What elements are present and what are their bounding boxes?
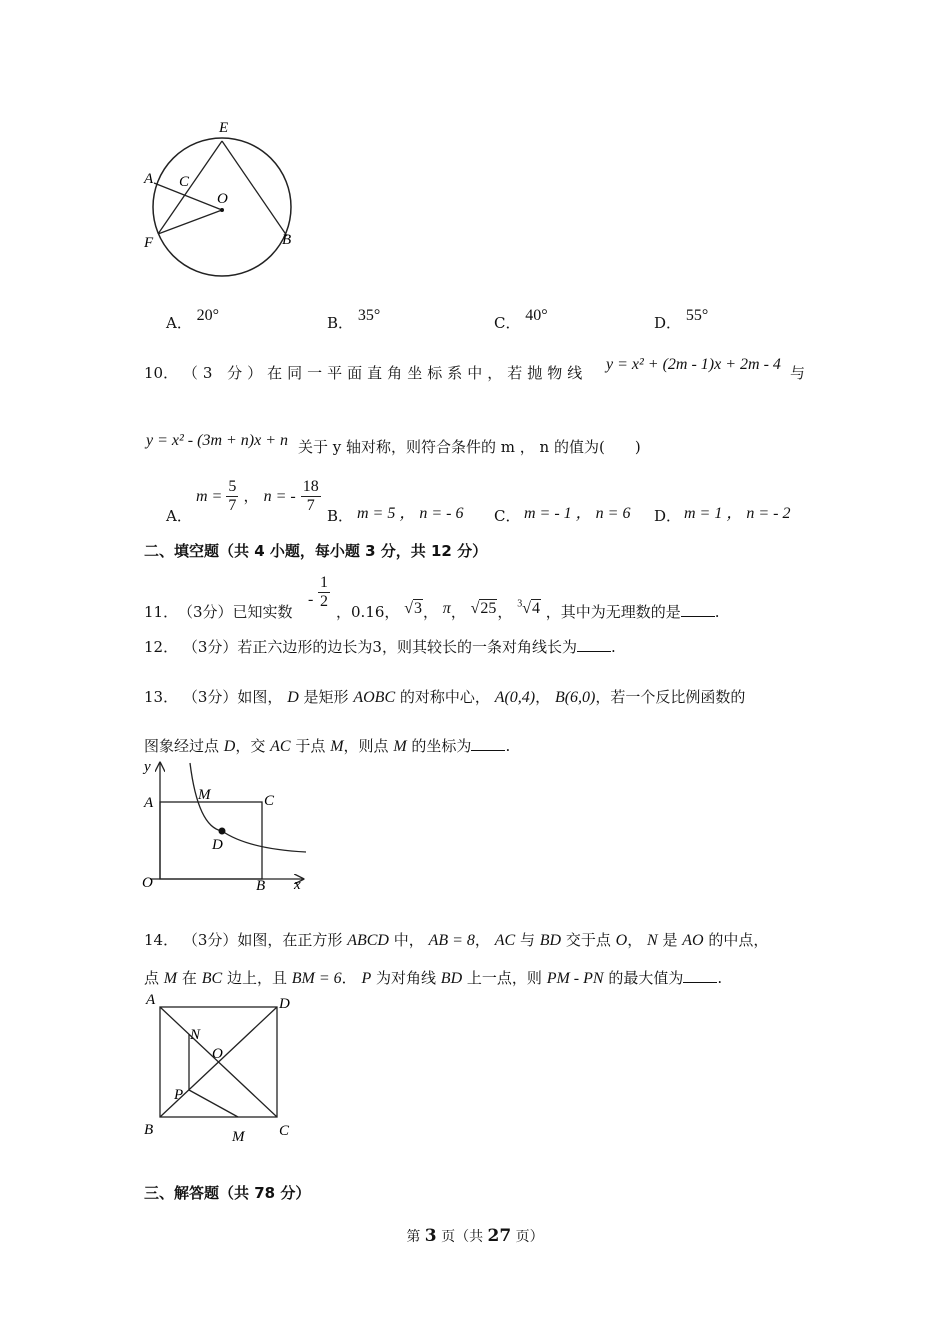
question-text: ，其中为无理数的是 bbox=[545, 603, 681, 621]
q10-option-c-letter: C． bbox=[494, 507, 521, 525]
math-expr: BM = 6 bbox=[291, 970, 342, 987]
question-text: ， bbox=[474, 931, 490, 949]
question-text: 与 bbox=[519, 931, 535, 949]
rectangle-AOBC bbox=[160, 802, 262, 879]
label-B: B bbox=[282, 232, 292, 248]
answer-blank[interactable] bbox=[471, 736, 505, 751]
question-number: 13． bbox=[144, 688, 179, 706]
math-var: AO bbox=[682, 932, 704, 949]
label-A: A bbox=[144, 795, 154, 811]
math-var: AC bbox=[270, 738, 291, 755]
question-number: 14． bbox=[144, 931, 179, 949]
math-point: A(0,4) bbox=[494, 689, 536, 706]
item-sqrt3: √3 bbox=[404, 600, 422, 617]
page-footer bbox=[0, 1226, 950, 1246]
q11-neg: - bbox=[308, 591, 314, 608]
separator: ， bbox=[243, 487, 259, 505]
q11-list: ，0.16， √3， π， √25， $^3$√4 ，其中为无理数的是 . bbox=[336, 598, 720, 621]
math-var: AOBC bbox=[353, 689, 396, 706]
current-page: 3 bbox=[424, 1226, 437, 1246]
numerator: 1 bbox=[320, 574, 328, 591]
math-var: ABCD bbox=[347, 932, 389, 949]
question-text: 中， bbox=[393, 931, 424, 949]
answer-blank[interactable] bbox=[683, 968, 717, 983]
option-value: 40° bbox=[525, 307, 548, 324]
label-F: F bbox=[144, 235, 154, 251]
question-text: 点 bbox=[144, 969, 160, 987]
label-O: O bbox=[217, 191, 228, 207]
math-expr: PM - PN bbox=[546, 970, 604, 987]
m-label: m = bbox=[196, 488, 227, 505]
period: . bbox=[610, 638, 616, 656]
n-label: n = - bbox=[263, 488, 296, 505]
q10-option-d-value: m = 1 ， n = - 2 bbox=[684, 505, 791, 522]
radicand: 4 bbox=[531, 600, 540, 617]
label-C: C bbox=[179, 174, 190, 190]
q10-option-a-letter: A． bbox=[166, 507, 192, 525]
label-M: M bbox=[232, 1129, 245, 1145]
q10-option-d-letter: D． bbox=[654, 507, 682, 525]
period: . bbox=[505, 737, 511, 755]
label-D: D bbox=[212, 837, 223, 853]
option-value: 55° bbox=[685, 307, 709, 324]
fraction bbox=[301, 478, 321, 515]
question-text: 是矩形 bbox=[303, 688, 349, 706]
q13-line1 bbox=[144, 686, 745, 707]
label-C: C bbox=[264, 793, 275, 809]
q9-option-b bbox=[327, 307, 381, 333]
segment-PM bbox=[189, 1090, 238, 1117]
label-y: y bbox=[144, 759, 151, 775]
item-decimal: 0.16 bbox=[351, 603, 385, 621]
math-var: N bbox=[647, 932, 658, 949]
math-point: B(6,0) bbox=[554, 689, 596, 706]
period: . bbox=[714, 603, 720, 621]
item-cbrt4: $^3$√4 bbox=[517, 598, 540, 617]
q10-option-b-value: m = 5 ， n = - 6 bbox=[357, 505, 464, 522]
footer-text: 第 bbox=[406, 1229, 425, 1245]
math-var: BD bbox=[440, 970, 463, 987]
footer-text: 页（共 bbox=[436, 1229, 488, 1245]
segment-FO bbox=[158, 210, 222, 234]
q10-option-b-letter: B． bbox=[327, 507, 354, 525]
rectangle-hyperbola-figure bbox=[138, 757, 313, 897]
label-N: N bbox=[190, 1027, 201, 1043]
point-D bbox=[219, 828, 226, 835]
option-letter: C． bbox=[494, 314, 521, 332]
question-text: 的中点， bbox=[708, 931, 769, 949]
q10-option-c-value: m = - 1 ， n = 6 bbox=[524, 505, 631, 522]
label-E: E bbox=[219, 120, 229, 136]
option-letter: A． bbox=[166, 314, 192, 332]
answer-blank[interactable] bbox=[681, 602, 715, 617]
label-A: A bbox=[144, 171, 154, 187]
q11-prefix: （3分）已知实数 bbox=[178, 603, 293, 621]
label-B: B bbox=[144, 1122, 154, 1138]
q10-parabola1: y = x² + (2m - 1)x + 2m - 4 bbox=[606, 356, 781, 373]
q9-option-d bbox=[654, 307, 709, 333]
denominator: 7 bbox=[228, 497, 237, 514]
q10-option-a-value bbox=[196, 478, 321, 515]
q13-line2 bbox=[144, 735, 510, 756]
math-var: O bbox=[615, 932, 628, 949]
radicand: 3 bbox=[414, 600, 422, 617]
math-expr: AB = 8 bbox=[428, 932, 475, 949]
q9-option-a bbox=[166, 307, 220, 333]
q12 bbox=[144, 636, 616, 657]
math-var: D bbox=[223, 738, 236, 755]
option-letter: D． bbox=[654, 314, 682, 332]
question-text: 在 bbox=[181, 969, 197, 987]
circle-figure bbox=[138, 112, 308, 287]
label-O: O bbox=[212, 1046, 223, 1062]
item-pi: π bbox=[442, 600, 451, 617]
separator: ， bbox=[535, 688, 551, 706]
question-text: 边上，且 bbox=[226, 969, 287, 987]
question-text: 图象经过点 bbox=[144, 737, 220, 755]
label-x: x bbox=[294, 877, 301, 893]
question-text: （3 分）在同一平面直角坐标系中，若抛物线 bbox=[182, 364, 588, 382]
label-C: C bbox=[279, 1123, 290, 1139]
question-text: ， bbox=[627, 931, 643, 949]
segment-EB bbox=[222, 141, 287, 236]
label-D: D bbox=[279, 996, 290, 1012]
q11-number: 11． bbox=[144, 603, 179, 621]
numerator: 18 bbox=[302, 478, 319, 495]
math-var: D bbox=[287, 689, 299, 706]
denominator: 7 bbox=[306, 497, 315, 514]
square-figure bbox=[138, 990, 298, 1145]
question-text: （3分）如图， bbox=[182, 688, 283, 706]
question-text: ，若一个反比例函数的 bbox=[595, 688, 746, 706]
question-text: 的对称中心， bbox=[399, 688, 490, 706]
q14-line2 bbox=[144, 967, 722, 988]
label-A: A bbox=[146, 992, 156, 1008]
q10-line2-text: 关于 y 轴对称，则符合条件的 m ， n 的值为( ) bbox=[298, 438, 641, 456]
option-letter: B． bbox=[327, 314, 354, 332]
q10-connector: 与 bbox=[790, 364, 806, 382]
label-M: M bbox=[198, 787, 211, 803]
question-text: 为对角线 bbox=[376, 969, 437, 987]
section-heading-fill-in: 二、填空题（共 4 小题，每小题 3 分，共 12 分） bbox=[144, 542, 488, 560]
label-P: P bbox=[174, 1087, 184, 1103]
hyperbola-curve bbox=[190, 763, 306, 852]
question-text: ，则点 bbox=[343, 737, 389, 755]
question-text: 交于点 bbox=[565, 931, 611, 949]
option-value: 35° bbox=[357, 307, 381, 324]
option-value: 20° bbox=[196, 307, 220, 324]
footer-text: 页） bbox=[511, 1229, 544, 1245]
math-var: BC bbox=[201, 970, 223, 987]
question-text: 的最大值为 bbox=[608, 969, 684, 987]
question-text: 的坐标为 bbox=[411, 737, 472, 755]
question-text: ． bbox=[341, 969, 357, 987]
answer-blank[interactable] bbox=[577, 637, 611, 652]
period: . bbox=[717, 969, 723, 987]
total-pages: 27 bbox=[487, 1226, 512, 1246]
question-text: 上一点，则 bbox=[466, 969, 542, 987]
q11-fraction bbox=[318, 574, 330, 611]
q14-line1 bbox=[144, 929, 768, 950]
segment-EF bbox=[158, 141, 222, 234]
math-var: BD bbox=[539, 932, 562, 949]
question-text: （3分）若正六边形的边长为3，则其较长的一条对角线长为 bbox=[182, 638, 577, 656]
question-text: 是 bbox=[662, 931, 678, 949]
question-text: 于点 bbox=[295, 737, 326, 755]
q9-option-c bbox=[494, 307, 548, 333]
section-heading-solutions: 三、解答题（共 78 分） bbox=[144, 1184, 311, 1202]
question-number: 12． bbox=[144, 638, 179, 656]
item-sqrt25: √25 bbox=[470, 600, 497, 617]
radicand: 25 bbox=[480, 600, 497, 617]
label-O: O bbox=[142, 875, 153, 891]
math-var: M bbox=[163, 970, 178, 987]
question-number: 10． bbox=[144, 364, 179, 382]
denominator: 2 bbox=[320, 593, 328, 610]
numerator: 5 bbox=[228, 478, 237, 495]
question-text: （3分）如图，在正方形 bbox=[182, 931, 343, 949]
q10-parabola2: y = x² - (3m + n)x + n bbox=[146, 432, 289, 449]
math-var: M bbox=[393, 738, 407, 755]
q10-line1 bbox=[144, 362, 587, 383]
root-index: 3 bbox=[517, 598, 523, 610]
center-dot bbox=[220, 208, 224, 212]
question-text: ，交 bbox=[235, 737, 266, 755]
math-var: P bbox=[361, 970, 372, 987]
circle bbox=[153, 138, 291, 276]
math-var: AC bbox=[494, 932, 516, 949]
label-B: B bbox=[256, 878, 266, 894]
fraction bbox=[226, 478, 238, 515]
math-var: M bbox=[330, 738, 344, 755]
